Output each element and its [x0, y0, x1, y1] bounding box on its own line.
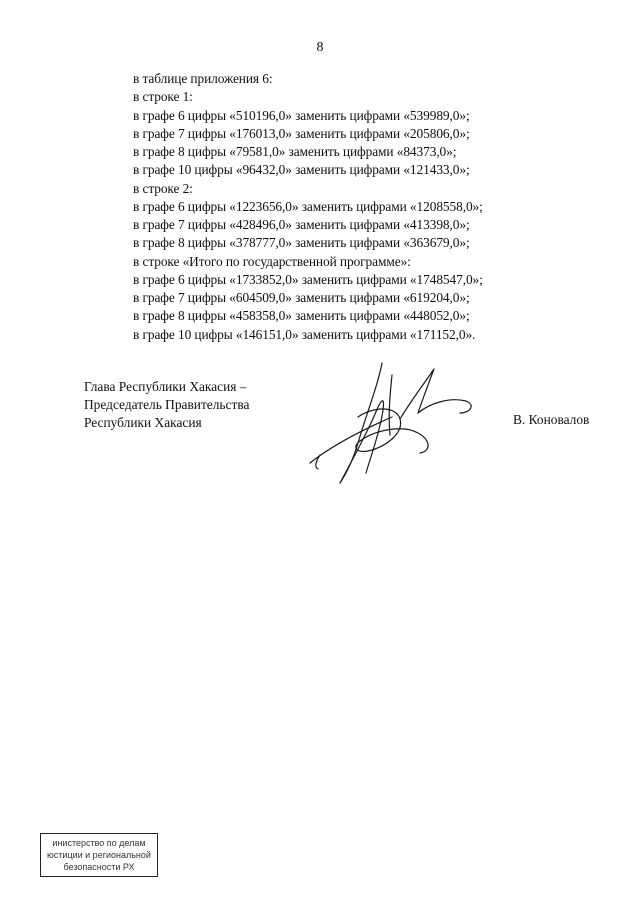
stamp-line: юстиции и региональной: [47, 850, 151, 860]
amendment-line: в графе 8 цифры «458358,0» заменить цифрами «448052,0»;: [133, 308, 470, 324]
amendment-line: в графе 7 цифры «428496,0» заменить цифрами «413398,0»;: [133, 217, 470, 232]
amendment-line: в графе 8 цифры «378777,0» заменить цифрами «363679,0»;: [133, 235, 470, 251]
amendment-line: в графе 6 цифры «1733852,0» заменить цифрами «1748547,0»;: [133, 271, 483, 287]
amendment-line: в графе 6 цифры «510196,0» заменить цифрами «539989,0»;: [133, 107, 470, 123]
signer-title-line: Председатель Правительства: [84, 397, 250, 412]
signer-title-line: Республики Хакасия: [84, 415, 202, 430]
amendment-line: в графе 10 цифры «96432,0» заменить цифрами «121433,0»;: [133, 162, 470, 178]
stamp-line: инистерство по делам: [52, 838, 146, 848]
page-number: 8: [316, 40, 324, 55]
signature: [300, 355, 500, 490]
amendment-line: в графе 10 цифры «146151,0» заменить цифрами «171152,0».: [133, 326, 476, 342]
amendment-line: в строке 2:: [133, 180, 193, 196]
amendments-list: [133, 70, 553, 344]
signer-name: В. Коновалов: [513, 412, 590, 427]
signer-title-line: Глава Республики Хакасия –: [84, 379, 247, 394]
stamp-line: безопасности РХ: [63, 862, 135, 872]
amendment-line: в графе 7 цифры «604509,0» заменить цифрами «619204,0»;: [133, 290, 470, 305]
registration-stamp: [40, 833, 158, 877]
amendment-line: в строке «Итого по государственной программе»:: [133, 253, 411, 269]
amendment-line: в графе 7 цифры «176013,0» заменить цифрами «205806,0»;: [133, 125, 470, 141]
amendment-line: в таблице приложения 6:: [133, 71, 273, 86]
amendment-line: в графе 6 цифры «1223656,0» заменить цифрами «1208558,0»;: [133, 198, 483, 214]
signer-title: [84, 378, 249, 432]
amendment-line: в строке 1:: [133, 89, 193, 105]
amendment-line: в графе 8 цифры «79581,0» заменить цифрами «84373,0»;: [133, 144, 457, 159]
